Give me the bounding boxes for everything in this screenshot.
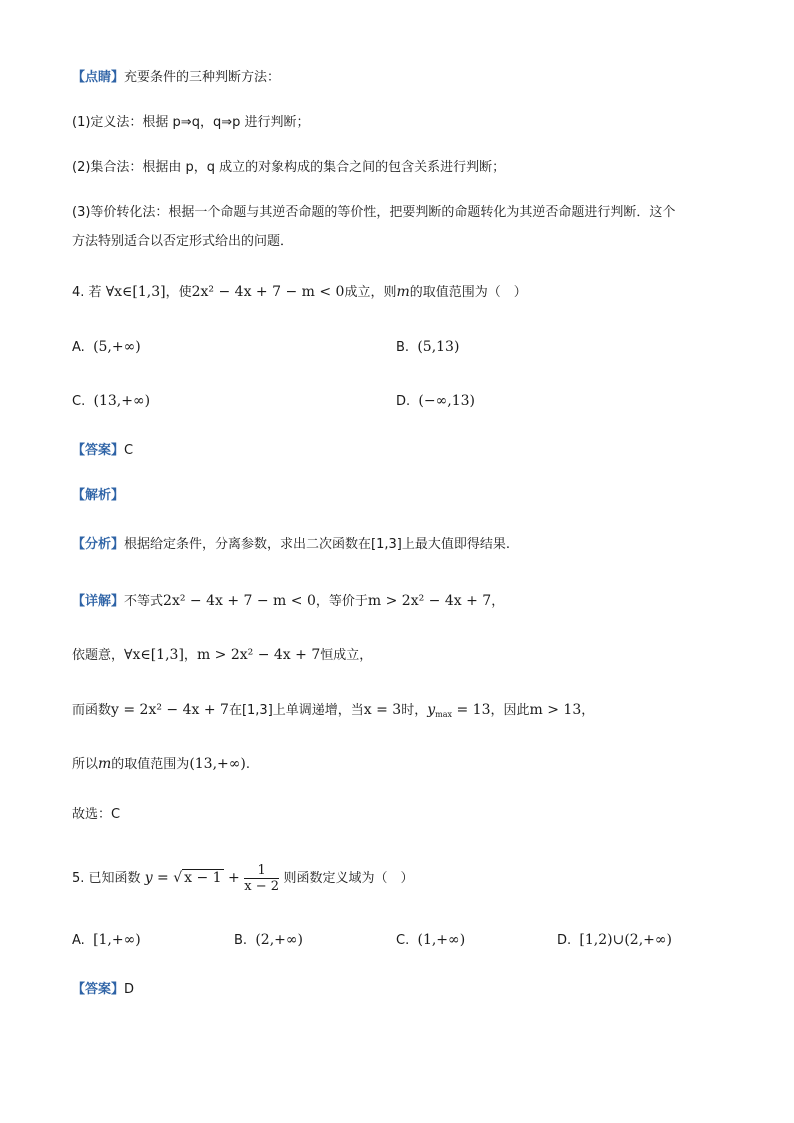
q5-text: 则函数定义域为（ ） xyxy=(283,871,414,886)
detail-text: ，因此 xyxy=(490,703,530,718)
sqrt-expr xyxy=(173,869,223,886)
q4-option-b xyxy=(396,337,459,358)
detail-text: ， xyxy=(183,648,197,663)
q4-condition: ∀x∈[1,3] xyxy=(105,284,166,300)
q5-option-c xyxy=(396,930,465,951)
q5-option-b xyxy=(234,930,303,951)
option-value: [1,+∞) xyxy=(93,932,141,948)
q4-detail-1 xyxy=(72,591,504,612)
q4-number: 4. 若 xyxy=(72,285,102,300)
option-label: A. xyxy=(72,340,85,355)
option-label: C. xyxy=(396,933,410,948)
detail-text: . xyxy=(245,757,251,772)
detail-text: 时， xyxy=(401,703,428,718)
answer-value: C xyxy=(124,443,134,458)
q4-text-3: 的取值范围为（ ） xyxy=(409,285,527,300)
detail-text: ，等价于 xyxy=(315,594,368,609)
q4-choice: 故选：C xyxy=(72,807,121,822)
option-value: (−∞,13) xyxy=(418,393,476,409)
note-title: 充要条件的三种判断方法： xyxy=(124,70,281,85)
detail-math: m > 2x² − 4x + 7 xyxy=(196,647,321,663)
detail-text: 的取值范围为 xyxy=(111,757,190,772)
note-heading xyxy=(72,68,280,88)
detail-math: m > 2x² − 4x + 7 xyxy=(367,593,492,609)
plus-sign: + xyxy=(223,870,245,886)
detail-math: ∀x∈[1,3] xyxy=(124,647,184,663)
option-label: C. xyxy=(72,394,86,409)
detail-text: 不等式 xyxy=(124,594,164,609)
option-label: D. xyxy=(557,933,572,948)
note-method-3-line-2: 方法特别适合以否定形式给出的问题． xyxy=(72,234,294,249)
answer-tag: 【答案】 xyxy=(72,982,125,997)
option-value: (5,13) xyxy=(417,339,460,355)
q4-option-c xyxy=(72,391,150,412)
detail-math: x = 3 xyxy=(363,702,402,718)
q4-detail-3 xyxy=(72,700,594,725)
analysis-tag: 【分析】 xyxy=(72,537,125,552)
fraction xyxy=(244,863,279,894)
q4-text-2: 成立，则 xyxy=(344,285,397,300)
note-method-1: (1)定义法：根据 p⇒q，q⇒p 进行判断； xyxy=(72,115,310,130)
q4-detail-4 xyxy=(72,754,250,775)
option-value: (2,+∞) xyxy=(255,932,304,948)
detail-tag: 【详解】 xyxy=(72,594,125,609)
note-tag: 【点睛】 xyxy=(72,70,125,85)
q5-number: 5. 已知函数 xyxy=(72,871,141,886)
q4-jiexi xyxy=(72,486,124,506)
detail-math: 2x² − 4x + 7 − m < 0 xyxy=(163,593,316,609)
q4-option-d xyxy=(396,391,475,412)
jiexi-tag: 【解析】 xyxy=(72,488,125,503)
detail-math: m > 13 xyxy=(529,702,582,718)
q4-analysis xyxy=(72,535,510,555)
q5-option-a xyxy=(72,930,141,951)
sqrt-radicand: x − 1 xyxy=(184,870,222,886)
detail-math: (13,+∞) xyxy=(189,756,246,772)
q4-variable: m xyxy=(396,284,410,300)
option-value: (13,+∞) xyxy=(93,393,151,409)
q4-detail-2 xyxy=(72,645,372,666)
detail-text: 恒成立， xyxy=(320,648,373,663)
q4-inequality: 2x² − 4x + 7 − m < 0 xyxy=(191,284,345,300)
detail-math: y = 2x² − 4x + 7 xyxy=(111,702,229,718)
q5-answer xyxy=(72,980,134,1000)
option-label: B. xyxy=(396,340,410,355)
detail-text: 在[1,3]上单调递增，当 xyxy=(228,703,364,718)
analysis-text: 根据给定条件，分离参数，求出二次函数在[1,3]上最大值即得结果. xyxy=(124,537,510,552)
detail-math: = 13 xyxy=(452,702,491,718)
detail-text: 所以 xyxy=(72,757,99,772)
detail-text: ， xyxy=(491,594,505,609)
q4-stem xyxy=(72,282,527,303)
fn-y: y = xyxy=(144,870,174,886)
q5-option-d xyxy=(557,930,672,951)
sqrt-symbol: √ xyxy=(173,870,183,886)
note-method-2: (2)集合法：根据由 p，q 成立的对象构成的集合之间的包含关系进行判断； xyxy=(72,160,506,175)
q4-option-a xyxy=(72,337,141,358)
option-value: [1,2)∪(2,+∞) xyxy=(579,932,673,948)
q4-text-1: ，使 xyxy=(165,285,192,300)
option-value: (1,+∞) xyxy=(417,932,466,948)
detail-math: y xyxy=(427,702,436,718)
fraction-denominator: x − 2 xyxy=(244,878,279,894)
answer-value: D xyxy=(124,982,135,997)
fraction-numerator: 1 xyxy=(244,863,279,879)
q4-answer xyxy=(72,441,133,461)
q5-stem xyxy=(72,862,413,895)
detail-text: 依题意， xyxy=(72,648,125,663)
note-method-3-line-1: (3)等价转化法：根据一个命题与其逆否命题的等价性，把要判断的命题转化为其逆否命题进行判断．这个 xyxy=(72,205,676,220)
answer-tag: 【答案】 xyxy=(72,443,125,458)
option-label: B. xyxy=(234,933,248,948)
detail-math-sub: max xyxy=(435,710,453,719)
option-value: (5,+∞) xyxy=(93,339,141,355)
q5-function xyxy=(144,862,284,894)
detail-text: ， xyxy=(581,703,595,718)
option-label: D. xyxy=(396,394,411,409)
detail-text: 而函数 xyxy=(72,703,112,718)
option-label: A. xyxy=(72,933,85,948)
detail-math: m xyxy=(98,756,112,772)
